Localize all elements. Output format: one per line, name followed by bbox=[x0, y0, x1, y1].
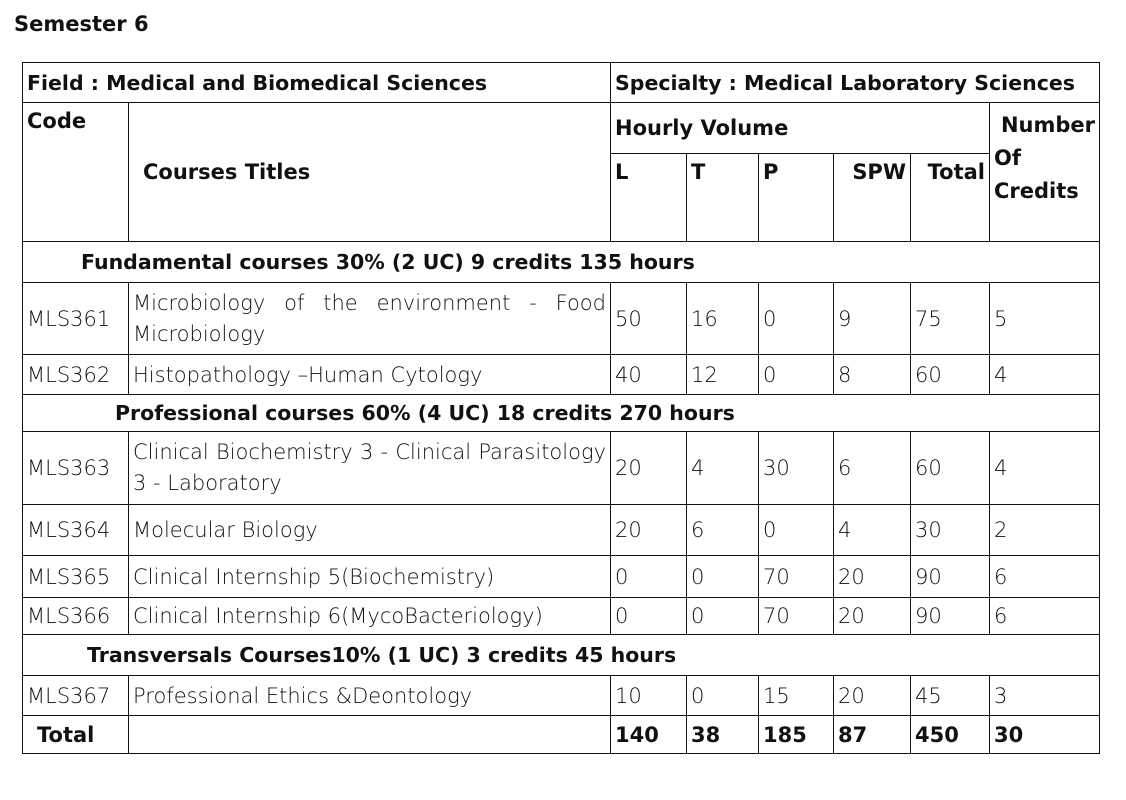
course-code: MLS367 bbox=[23, 676, 129, 716]
header-row-1 bbox=[23, 103, 1100, 154]
credits-header-line-2: Of bbox=[994, 146, 1021, 170]
T-cell: 0 bbox=[687, 556, 759, 598]
total-cell: 75 bbox=[911, 283, 990, 355]
P-cell: 0 bbox=[759, 355, 834, 395]
credits-cell: 2 bbox=[990, 505, 1100, 556]
P-header: P bbox=[759, 154, 834, 242]
L-cell: 50 bbox=[611, 283, 687, 355]
SPW-cell: 20 bbox=[834, 598, 911, 635]
total-credits: 30 bbox=[990, 716, 1100, 754]
L-cell: 0 bbox=[611, 556, 687, 598]
field-cell: Field : Medical and Biomedical Sciences bbox=[23, 63, 611, 103]
total-cell: 60 bbox=[911, 355, 990, 395]
total-label: Total bbox=[23, 716, 129, 754]
credits-cell: 4 bbox=[990, 432, 1100, 505]
credits-header-line-1: Number bbox=[1000, 113, 1095, 137]
total-T: 38 bbox=[687, 716, 759, 754]
L-cell: 20 bbox=[611, 432, 687, 505]
L-cell: 0 bbox=[611, 598, 687, 635]
credits-cell: 5 bbox=[990, 283, 1100, 355]
credits-cell: 4 bbox=[990, 355, 1100, 395]
section-title: Transversals Courses10% (1 UC) 3 credits 45 hours bbox=[23, 635, 1100, 676]
credits-cell: 3 bbox=[990, 676, 1100, 716]
T-cell: 0 bbox=[687, 598, 759, 635]
section-row-transversal bbox=[23, 635, 1100, 676]
SPW-cell: 9 bbox=[834, 283, 911, 355]
course-code: MLS366 bbox=[23, 598, 129, 635]
P-cell: 0 bbox=[759, 505, 834, 556]
T-cell: 6 bbox=[687, 505, 759, 556]
hourly-volume-header: Hourly Volume bbox=[611, 103, 990, 154]
total-cell: 60 bbox=[911, 432, 990, 505]
field-row bbox=[23, 63, 1100, 103]
specialty-cell: Specialty : Medical Laboratory Sciences bbox=[611, 63, 1100, 103]
P-cell: 70 bbox=[759, 598, 834, 635]
T-header: T bbox=[687, 154, 759, 242]
table-row bbox=[23, 556, 1100, 598]
SPW-header: SPW bbox=[834, 154, 911, 242]
P-cell: 30 bbox=[759, 432, 834, 505]
SPW-cell: 8 bbox=[834, 355, 911, 395]
course-title: Histopathology –Human Cytology bbox=[129, 355, 611, 395]
L-cell: 40 bbox=[611, 355, 687, 395]
L-cell: 20 bbox=[611, 505, 687, 556]
table-row bbox=[23, 355, 1100, 395]
total-title-empty bbox=[129, 716, 611, 754]
total-L: 140 bbox=[611, 716, 687, 754]
table-row bbox=[23, 505, 1100, 556]
course-code: MLS361 bbox=[23, 283, 129, 355]
SPW-cell: 20 bbox=[834, 676, 911, 716]
table-row bbox=[23, 432, 1100, 505]
course-title: Molecular Biology bbox=[129, 505, 611, 556]
SPW-cell: 6 bbox=[834, 432, 911, 505]
course-code: MLS363 bbox=[23, 432, 129, 505]
L-cell: 10 bbox=[611, 676, 687, 716]
code-header: Code bbox=[23, 103, 129, 242]
credits-cell: 6 bbox=[990, 556, 1100, 598]
course-title: Professional Ethics &Deontology bbox=[129, 676, 611, 716]
section-title: Professional courses 60% (4 UC) 18 credits 270 hours bbox=[23, 395, 1100, 432]
total-row bbox=[23, 716, 1100, 754]
course-title: Clinical Internship 6(MycoBacteriology) bbox=[129, 598, 611, 635]
courses-titles-header: Courses Titles bbox=[129, 103, 611, 242]
total-cell: 30 bbox=[911, 505, 990, 556]
course-title: Clinical Internship 5(Biochemistry) bbox=[129, 556, 611, 598]
total-cell: 90 bbox=[911, 556, 990, 598]
table-row bbox=[23, 598, 1100, 635]
course-code: MLS362 bbox=[23, 355, 129, 395]
number-of-credits-header bbox=[990, 103, 1100, 242]
section-row-professional bbox=[23, 395, 1100, 432]
section-title: Fundamental courses 30% (2 UC) 9 credits 135 hours bbox=[23, 242, 1100, 283]
T-cell: 4 bbox=[687, 432, 759, 505]
total-hours: 450 bbox=[911, 716, 990, 754]
T-cell: 12 bbox=[687, 355, 759, 395]
total-cell: 90 bbox=[911, 598, 990, 635]
course-code: MLS365 bbox=[23, 556, 129, 598]
page-title: Semester 6 bbox=[14, 12, 149, 36]
total-SPW: 87 bbox=[834, 716, 911, 754]
SPW-cell: 4 bbox=[834, 505, 911, 556]
course-code: MLS364 bbox=[23, 505, 129, 556]
section-row-fundamental bbox=[23, 242, 1100, 283]
total-header: Total bbox=[911, 154, 990, 242]
P-cell: 0 bbox=[759, 283, 834, 355]
T-cell: 0 bbox=[687, 676, 759, 716]
table-row bbox=[23, 676, 1100, 716]
course-title: Microbiology of the environment - Food Microbiology bbox=[129, 283, 611, 355]
P-cell: 70 bbox=[759, 556, 834, 598]
L-header: L bbox=[611, 154, 687, 242]
SPW-cell: 20 bbox=[834, 556, 911, 598]
total-cell: 45 bbox=[911, 676, 990, 716]
table-row bbox=[23, 283, 1100, 355]
semester-courses-table bbox=[22, 62, 1100, 754]
P-cell: 15 bbox=[759, 676, 834, 716]
credits-cell: 6 bbox=[990, 598, 1100, 635]
credits-header-line-3: Credits bbox=[994, 179, 1079, 203]
total-P: 185 bbox=[759, 716, 834, 754]
course-title: Clinical Biochemistry 3 - Clinical Parasitology 3 - Laboratory bbox=[129, 432, 611, 505]
T-cell: 16 bbox=[687, 283, 759, 355]
